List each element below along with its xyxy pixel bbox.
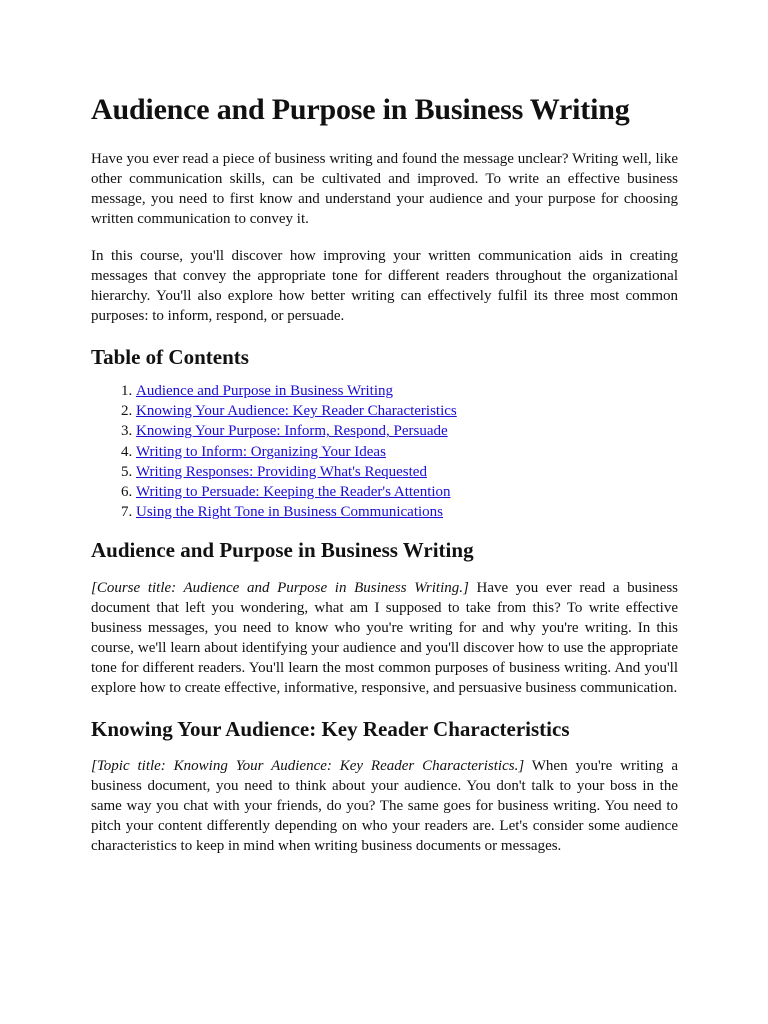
toc-link-1[interactable]: Audience and Purpose in Business Writing xyxy=(136,383,394,399)
toc-item xyxy=(136,381,678,401)
section-body: When you're writing a business document, you need to think about your audience. You don't talk to your boss in the same way you chat with your friends, do you? The same goes for business writing. You need to pitch your content differently depending on who your readers are. Let's consider some audience characteristics to keep in mind when writing business documents or messages. xyxy=(91,758,679,855)
toc-item xyxy=(136,421,678,441)
toc-link-7[interactable]: Using the Right Tone in Business Communications xyxy=(136,504,444,521)
toc-link-4[interactable]: Writing to Inform: Organizing Your Ideas xyxy=(136,443,386,460)
section-paragraph-audience-purpose xyxy=(91,578,678,698)
toc-item xyxy=(136,482,678,502)
toc-item xyxy=(136,442,678,462)
topic-title-note: [Topic title: Knowing Your Audience: Key Reader Characteristics.] xyxy=(91,758,525,775)
toc-item xyxy=(136,502,678,522)
course-title-note: [Course title: Audience and Purpose in Business Writing.] xyxy=(91,580,469,597)
page-title: Audience and Purpose in Business Writing xyxy=(91,93,630,126)
toc-link-5[interactable]: Writing Responses: Providing What's Requested xyxy=(136,463,427,480)
intro-paragraph-1: Have you ever read a piece of business writing and found the message unclear? Writing well, like other communication skills, can be cultivated and improved. To write an effective business message, you need to first know and understand your audience and your purpose for choosing written communication to convey it. xyxy=(91,151,678,227)
section-heading-audience-purpose: Audience and Purpose in Business Writing xyxy=(91,538,474,563)
section-paragraph-knowing-audience xyxy=(91,756,678,856)
toc-item xyxy=(136,401,678,421)
toc-item xyxy=(136,462,678,482)
toc-link-2[interactable]: Knowing Your Audience: Key Reader Characteristics xyxy=(136,403,457,420)
intro-paragraph-2: In this course, you'll discover how improving your written communication aids in creating messages that convey the appropriate tone for different readers throughout the organizational hierarchy. You'll also explore how better writing can effectively fulfil its three most common purposes: to inform, respond, or persuade. xyxy=(91,248,678,324)
toc-heading: Table of Contents xyxy=(91,345,249,369)
toc-link-6[interactable]: Writing to Persuade: Keeping the Reader's Attention xyxy=(136,484,451,501)
toc-link-3[interactable]: Knowing Your Purpose: Inform, Respond, Persuade xyxy=(136,423,448,440)
table-of-contents xyxy=(91,381,678,522)
section-heading-knowing-audience: Knowing Your Audience: Key Reader Characteristics xyxy=(91,717,570,742)
section-body: Have you ever read a business document that left you wondering, what am I supposed to take from this? To write effective business messages, you need to know who you're writing for and why you're writing. In this course, we'll learn about identifying your audience and you'll discover how to use the appropriate tone for different readers. You'll learn the most common purposes of business writing. And you'll explore how to create effective, informative, responsive, and persuasive business communication. xyxy=(91,580,679,697)
